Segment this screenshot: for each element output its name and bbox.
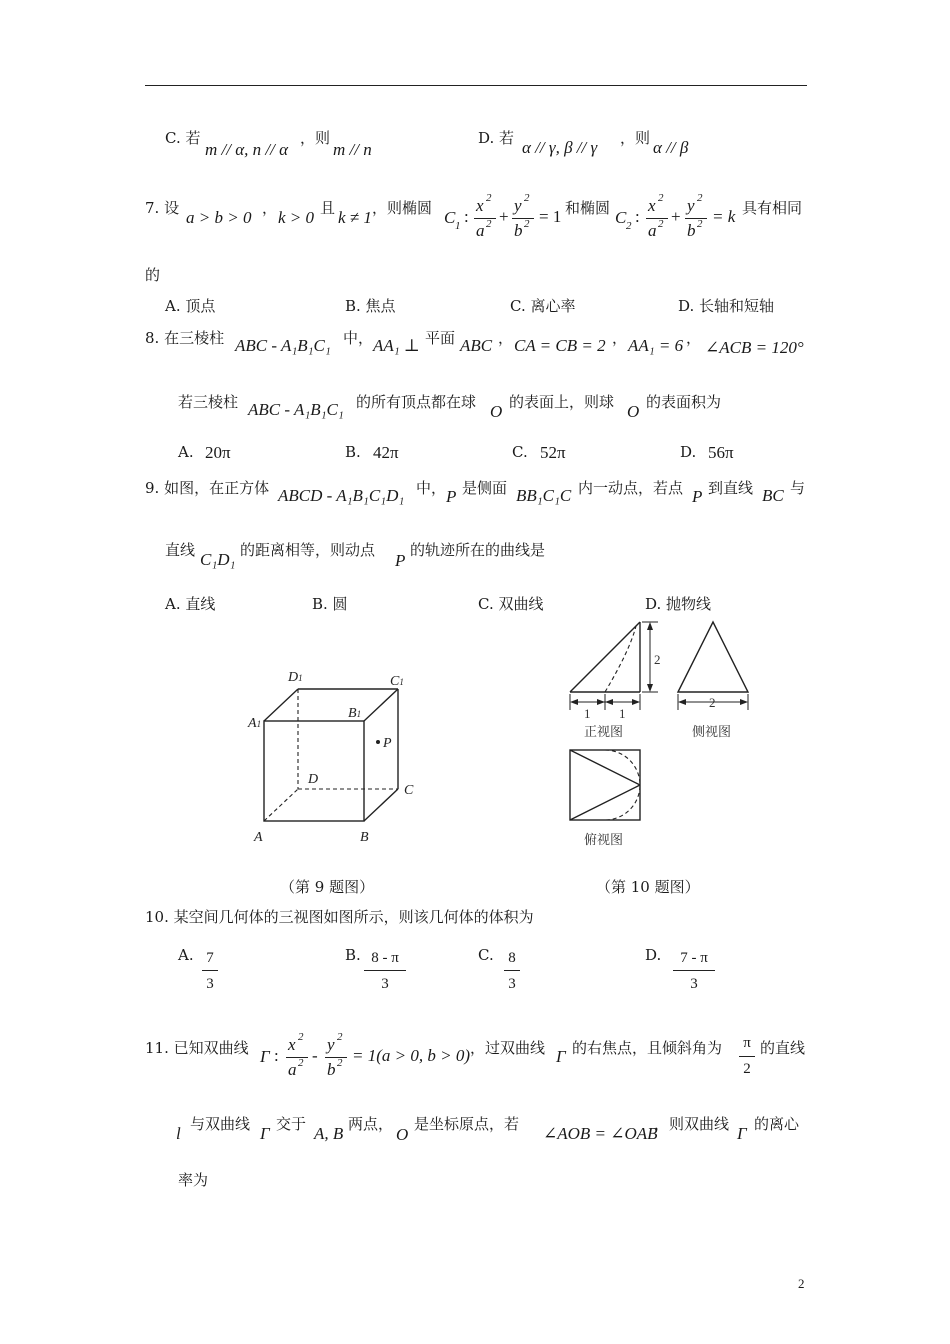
q10-b-num: 8 - π: [371, 950, 399, 966]
q11-text2: 的右焦点，且倾斜角为: [572, 1039, 723, 1057]
q8-aa6: AA₁ = 6: [628, 336, 684, 355]
q7-c1-sub: 1: [455, 220, 461, 232]
q7-c2: C: [615, 208, 627, 227]
q11-gamma3: Γ: [260, 1124, 270, 1143]
q7-text2: 和椭圆: [565, 199, 611, 217]
q8-plane: 平面: [425, 329, 456, 347]
q11-gamma2: Γ: [556, 1047, 566, 1066]
q6-d-label: D. 若: [478, 129, 515, 147]
q7-frac-line: [685, 218, 707, 219]
q7-plus: +: [499, 207, 509, 226]
front-width-label-2: 1: [619, 706, 626, 721]
q9-p3: P: [395, 551, 406, 570]
q7-num: 7. 设: [145, 199, 180, 217]
q8-comma: ，: [498, 329, 514, 347]
q7-sq: 2: [658, 218, 664, 230]
q9-face: BB₁C₁C: [516, 486, 572, 505]
q8-prism: ABC - A₁B₁C₁: [235, 336, 331, 355]
fig10-caption: （第 10 题图）: [596, 878, 700, 896]
svg-text:A1: [247, 716, 261, 731]
q8-o: O: [490, 402, 503, 421]
q11-o: O: [396, 1125, 409, 1144]
top-view-label: 俯视图: [584, 833, 624, 848]
q11-text6: 两点，: [348, 1115, 394, 1133]
front-view-label: 正视图: [584, 725, 624, 740]
side-view-label: 侧视图: [692, 725, 732, 740]
q10-c-den: 3: [508, 976, 516, 992]
q7-y-num: y: [687, 196, 695, 215]
q9-option-a: A. 直线: [165, 595, 216, 613]
q8-comma: ，: [686, 329, 702, 347]
q7-a-den: a: [648, 221, 657, 240]
q6-d-res: α // β: [653, 138, 689, 157]
q9-bc: BC: [762, 486, 784, 505]
q11-pi-line: [739, 1056, 755, 1057]
q9-option-b: B. 圆: [312, 595, 348, 613]
q10-c-line: [504, 970, 520, 971]
q9-line2b: 的距离相等，则动点: [240, 541, 376, 559]
q11-x-num: x: [288, 1035, 296, 1054]
q11-sq: 2: [298, 1031, 304, 1043]
q10-a-line: [202, 970, 218, 971]
q8-ca: CA = CB = 2: [514, 336, 606, 355]
q8-zhong: 中，: [343, 329, 374, 347]
q11-gamma: Γ: [260, 1047, 270, 1066]
q11-text10: 率为: [178, 1171, 209, 1189]
q6-c-res: m // n: [333, 140, 372, 159]
q9-yu: 与: [790, 479, 806, 497]
q9-p: P: [446, 487, 457, 506]
svg-text:D1: [287, 670, 303, 685]
q11-l: l: [176, 1124, 181, 1143]
q7-option-b: B. 焦点: [345, 297, 396, 315]
q8-angle: ∠ACB = 120°: [705, 338, 804, 357]
fig9-caption: （第 9 题图）: [280, 878, 375, 896]
q10-c-num: 8: [508, 950, 516, 966]
cube-figure: [240, 665, 430, 855]
q7-sq: 2: [486, 218, 492, 230]
q7-option-a: A. 顶点: [165, 297, 216, 315]
q7-text4: 的: [145, 266, 161, 284]
q11-colon: :: [274, 1046, 279, 1065]
q7-text1: ，则椭圆: [372, 199, 433, 217]
q8-line2b: 的所有顶点都在球: [356, 393, 477, 411]
q7-and: 且: [320, 199, 336, 217]
q7-frac-line: [474, 218, 496, 219]
q7-cond3: k ≠ 1: [338, 208, 372, 227]
svg-text:C1: [390, 674, 404, 689]
cube-sub: 1: [399, 677, 404, 687]
q7-b-den: b: [514, 221, 523, 240]
front-width-label-1: 1: [584, 706, 591, 721]
q11-text1: ，过双曲线: [470, 1039, 546, 1057]
q9-zhong: 中，: [416, 479, 447, 497]
q7-x-num: x: [648, 196, 656, 215]
q7-option-c: C. 离心率: [510, 297, 576, 315]
q7-c1: C: [444, 208, 456, 227]
q8-option-a-value: 20π: [205, 443, 231, 462]
q8-num: 8. 在三棱柱: [145, 329, 225, 347]
q6-d-cond: α // γ, β // γ: [522, 138, 598, 157]
q7-colon: :: [635, 207, 640, 226]
q11-pi: π: [743, 1035, 751, 1051]
q7-sq: 2: [658, 192, 664, 204]
q9-num: 9. 如图，在正方体: [145, 479, 270, 497]
q11-frac-line: [286, 1057, 308, 1058]
q11-y-num: y: [327, 1035, 335, 1054]
header-rule: [145, 85, 807, 86]
cube-sub: 1: [298, 673, 303, 683]
q7-eqk: = k: [712, 207, 736, 226]
q8-option-c-value: 52π: [540, 443, 566, 462]
q8-option-b-value: 42π: [373, 443, 399, 462]
q7-y-num: y: [514, 196, 522, 215]
cube-label-a1: A: [248, 716, 257, 731]
q9-moving: 内一动点，若点: [578, 479, 684, 497]
q10-stem: 10. 某空间几何体的三视图如图所示，则该几何体的体积为: [145, 908, 534, 926]
q7-b-den: b: [687, 221, 696, 240]
q8-line2c: 的表面上，则球: [509, 393, 615, 411]
q11-frac-line: [325, 1057, 347, 1058]
q7-sq: 2: [524, 218, 530, 230]
q11-gamma4: Γ: [737, 1124, 747, 1143]
q11-angle: ∠AOB = ∠OAB: [543, 1124, 658, 1143]
q11-b-den: b: [327, 1060, 336, 1079]
q9-option-c: C. 双曲线: [478, 595, 544, 613]
q7-sq: 2: [697, 218, 703, 230]
q10-option-c-label: C.: [478, 946, 494, 964]
q11-two: 2: [743, 1061, 751, 1077]
q8-option-b-label: B.: [345, 443, 361, 461]
cube-label-b: B: [360, 830, 369, 845]
q7-frac-line: [646, 218, 668, 219]
q11-sq: 2: [337, 1057, 343, 1069]
side-width-label: 2: [709, 695, 716, 710]
q11-text9: 的离心: [754, 1115, 800, 1133]
q8-option-d-value: 56π: [708, 443, 734, 462]
q9-cube: ABCD - A₁B₁C₁D₁: [278, 486, 405, 505]
q7-frac-line: [512, 218, 534, 219]
q9-line2a: 直线: [165, 541, 196, 559]
q6-d-then: ，则: [620, 129, 651, 147]
q8-line2a: 若三棱柱: [178, 393, 239, 411]
q7-colon: :: [464, 207, 469, 226]
q8-option-d-label: D.: [680, 443, 697, 461]
q7-plus: +: [671, 207, 681, 226]
q11-text8: ，则双曲线: [654, 1115, 730, 1133]
q7-eq1: = 1: [539, 207, 562, 226]
q8-o2: O: [627, 402, 640, 421]
cube-label-d1: D: [288, 670, 299, 685]
front-height-label: 2: [654, 652, 661, 667]
q11-text5: 交于: [276, 1115, 307, 1133]
q9-c1d1: C₁D₁: [200, 550, 236, 569]
q11-sq: 2: [298, 1057, 304, 1069]
q8-abc: ABC: [460, 336, 493, 355]
q9-line2c: 的轨迹所在的曲线是: [410, 541, 546, 559]
cube-label-d: D: [308, 772, 319, 787]
q10-b-line: [364, 970, 406, 971]
cube-label-a: A: [254, 830, 263, 845]
q8-prism2: ABC - A₁B₁C₁: [248, 400, 344, 419]
cube-label-b1: B: [348, 706, 357, 721]
q9-side: 是侧面: [462, 479, 508, 497]
q10-option-d-label: D.: [645, 946, 662, 964]
q11-text7: 是坐标原点，若: [414, 1115, 520, 1133]
three-views-figure: [560, 610, 760, 860]
q8-option-c-label: C.: [512, 443, 528, 461]
q7-option-d: D. 长轴和短轴: [678, 297, 775, 315]
q10-option-a-label: A.: [178, 946, 194, 964]
cube-label-c1: C: [390, 674, 400, 689]
q7-a-den: a: [476, 221, 485, 240]
q7-text3: 具有相同: [742, 199, 803, 217]
q6-c-then: ，则: [300, 129, 331, 147]
q8-comma: ，: [612, 329, 628, 347]
q7-cond1: a > b > 0: [186, 208, 252, 227]
q11-text3: 的直线: [760, 1039, 806, 1057]
q9-toline: 到直线: [708, 479, 754, 497]
q8-line2d: 的表面积为: [646, 393, 722, 411]
q9-option-d: D. 抛物线: [645, 595, 712, 613]
q10-b-den: 3: [381, 976, 389, 992]
q11-eq: = 1(a > 0, b > 0): [352, 1046, 470, 1065]
q7-comma: ，: [262, 199, 278, 217]
page-number: 2: [798, 1276, 805, 1291]
cube-sub: 1: [256, 719, 262, 729]
q11-text4: 与双曲线: [190, 1115, 251, 1133]
q11-ab: A, B: [314, 1124, 344, 1143]
q10-a-num: 7: [206, 950, 214, 966]
q10-d-num: 7 - π: [680, 950, 708, 966]
q10-a-den: 3: [206, 976, 214, 992]
cube-label-p: P: [383, 736, 392, 751]
q10-d-den: 3: [690, 976, 698, 992]
q7-sq: 2: [486, 192, 492, 204]
q6-c-label: C. 若: [165, 129, 201, 147]
q7-cond2: k > 0: [278, 208, 315, 227]
q7-sq: 2: [524, 192, 530, 204]
q7-x-num: x: [476, 196, 484, 215]
q7-c2-sub: 2: [626, 220, 632, 232]
q9-p2: P: [692, 487, 703, 506]
q8-aa1: AA₁ ⊥: [373, 336, 420, 355]
q10-d-line: [673, 970, 715, 971]
q6-c-cond: m // α, n // α: [205, 140, 289, 159]
q11-a-den: a: [288, 1060, 297, 1079]
q8-option-a-label: A.: [178, 443, 194, 461]
q10-option-b-label: B.: [345, 946, 361, 964]
cube-label-c: C: [404, 783, 414, 798]
svg-text:B1: [348, 706, 361, 721]
cube-sub: 1: [356, 709, 362, 719]
q7-sq: 2: [697, 192, 703, 204]
q11-sq: 2: [337, 1031, 343, 1043]
q11-num: 11. 已知双曲线: [145, 1039, 249, 1057]
q11-minus: -: [312, 1046, 318, 1065]
